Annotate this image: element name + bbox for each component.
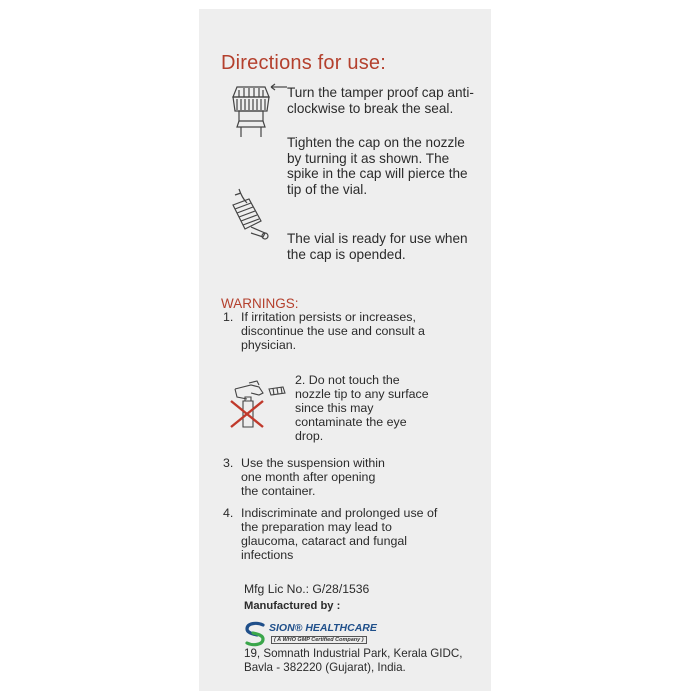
mfg-license: Mfg Lic No.: G/28/1536 (244, 582, 370, 596)
directions-title: Directions for use: (221, 52, 386, 74)
company-certification: ( A WHO GMP Certified Company ) (271, 636, 367, 644)
tamper-cap-icon (225, 79, 289, 141)
warning-number: 3. (223, 456, 234, 470)
label-panel (199, 9, 491, 691)
nozzle-cap-icon (221, 185, 281, 241)
manufactured-by-label: Manufactured by : (244, 600, 341, 612)
warning-text: If irritation persists or increases, discontinue the use and consult a physician. (241, 310, 425, 352)
warning-text: 2. Do not touch the nozzle tip to any surface since this may contaminate the eye drop. (295, 373, 429, 443)
sion-logo-icon (243, 621, 267, 647)
warning-text: Indiscriminate and prolonged use of the preparation may lead to glaucoma, cataract and fungal infections (241, 506, 438, 562)
warning-text: Use the suspension within one month after opening the container. (241, 456, 385, 498)
address-line-2: Bavla - 382220 (Gujarat), India. (244, 661, 406, 674)
direction-step-1: Turn the tamper proof cap anti-clockwise to break the seal. (287, 85, 474, 116)
warnings-title: WARNINGS: (221, 296, 299, 311)
warning-number: 4. (223, 506, 234, 520)
company-logo (243, 621, 393, 649)
company-name: SION® HEALTHCARE (269, 622, 377, 634)
direction-step-3: The vial is ready for use when the cap is opended. (287, 231, 468, 262)
do-not-touch-icon (229, 379, 293, 429)
warning-number: 1. (223, 310, 234, 324)
address-line-1: 19, Somnath Industrial Park, Kerala GIDC, (244, 647, 463, 660)
direction-step-2: Tighten the cap on the nozzle by turning it as shown. The spike in the cap will pierce the tip of the vial. (287, 135, 468, 197)
